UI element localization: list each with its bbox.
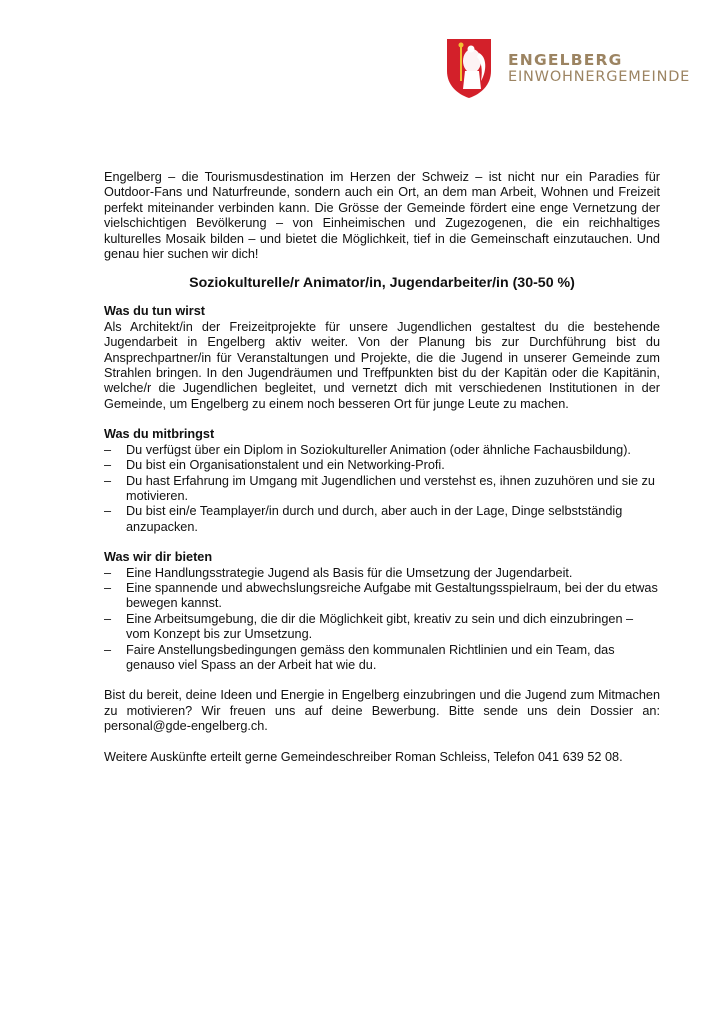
bullet-dash: – bbox=[104, 504, 112, 519]
list-item-text: Eine spannende und abwechslungsreiche Aufgabe mit Gestaltungsspielraum, bei der du etwas bewegen kannst. bbox=[126, 580, 658, 611]
bullet-dash: – bbox=[104, 458, 112, 473]
requirements-section bbox=[104, 427, 660, 535]
list-item bbox=[104, 643, 660, 674]
contact-section bbox=[104, 750, 660, 765]
job-posting bbox=[104, 170, 660, 765]
list-item bbox=[104, 504, 660, 535]
logo-subtitle: EINWOHNERGEMEINDE bbox=[508, 69, 691, 85]
bullet-dash: – bbox=[104, 580, 112, 595]
list-item-text: Du verfügst über ein Diplom in Soziokultureller Animation (oder ähnliche Fachausbildung). bbox=[126, 442, 631, 457]
bullet-dash: – bbox=[104, 642, 112, 657]
tasks-text: Als Architekt/in der Freizeitprojekte für unsere Jugendlichen gestaltest du die bestehende Jugendarbeit in Engelberg aktiv weiter. Von der Planung bis zur Durchführung bist du Ansprechpartner/in für Veranstaltungen und Projekte, die die Jugend in unserer Gemeinde zum Strahlen bringen. In den Jugendräumen und Treffpunkten bist du der Kapitän oder die Kapitänin, welche/r die Jugendlichen begleitet, und vernetzt dich mit verschiedenen Institutionen in der Gemeinde, um Engelberg zu einem noch besseren Ort für junge Leute zu machen. bbox=[104, 319, 660, 411]
list-item bbox=[104, 458, 660, 473]
list-item-text: Eine Arbeitsumgebung, die dir die Möglichkeit gibt, kreativ zu sein und dich einzubringen – vom Konzept bis zur Umsetzung. bbox=[126, 611, 634, 642]
list-item-text: Eine Handlungsstrategie Jugend als Basis für die Umsetzung der Jugendarbeit. bbox=[126, 565, 573, 580]
job-title: Soziokulturelle/r Animator/in, Jugendarbeiter/in (30-50 %) bbox=[189, 275, 575, 292]
list-item bbox=[104, 443, 660, 458]
coat-of-arms-icon bbox=[445, 37, 493, 99]
list-item bbox=[104, 612, 660, 643]
closing-section bbox=[104, 688, 660, 734]
bullet-dash: – bbox=[104, 565, 112, 580]
list-item bbox=[104, 474, 660, 505]
offer-list bbox=[104, 566, 660, 674]
list-item bbox=[104, 566, 660, 581]
bullet-dash: – bbox=[104, 611, 112, 626]
offer-heading: Was wir dir bieten bbox=[104, 550, 213, 565]
bullet-dash: – bbox=[104, 442, 112, 457]
logo-title: ENGELBERG bbox=[508, 51, 623, 69]
list-item bbox=[104, 581, 660, 612]
list-item-text: Du bist ein/e Teamplayer/in durch und durch, aber auch in der Lage, Dinge selbstständig anzupacken. bbox=[126, 504, 623, 534]
list-item-text: Faire Anstellungsbedingungen gemäss den kommunalen Richtlinien und ein Team, das genauso viel Spass an der Arbeit hat wie du. bbox=[126, 642, 615, 672]
requirements-list bbox=[104, 443, 660, 535]
closing-paragraph: Bist du bereit, deine Ideen und Energie in Engelberg einzubringen und die Jugend zum Mitmachen zu motivieren? Wir freuen uns auf deine Bewerbung. Bitte sende uns dein Dossier an: personal@gde-engelberg.ch. bbox=[104, 688, 660, 734]
engelberg-logo bbox=[445, 37, 690, 99]
offer-section bbox=[104, 550, 660, 673]
tasks-section bbox=[104, 304, 660, 412]
tasks-heading: Was du tun wirst bbox=[104, 304, 206, 319]
bullet-dash: – bbox=[104, 473, 112, 488]
list-item-text: Du hast Erfahrung im Umgang mit Jugendlichen und verstehst es, ihnen zuzuhören und sie zu motivieren. bbox=[126, 473, 655, 503]
requirements-heading: Was du mitbringst bbox=[104, 427, 215, 442]
list-item-text: Du bist ein Organisationstalent und ein Networking-Profi. bbox=[126, 458, 445, 473]
intro-paragraph: Engelberg – die Tourismusdestination im Herzen der Schweiz – ist nicht nur ein Paradies für Outdoor-Fans und Naturfreunde, sondern auch ein Ort, an dem man Arbeit, Wohnen und Freizeit perfekt miteinander verbinden kann. Die Grösse der Gemeinde fördert eine enge Vernetzung der vielschichtigen Bevölkerung – von Einheimischen und Zugezogenen, die ein reichhaltiges kulturelles Mosaik bilden – und bietet die Möglichkeit, tief in die Gemeinschaft einzutauchen. Und genau hier suchen wir dich! bbox=[104, 170, 660, 262]
contact-paragraph: Weitere Auskünfte erteilt gerne Gemeindeschreiber Roman Schleiss, Telefon 041 639 52 08. bbox=[104, 749, 623, 764]
